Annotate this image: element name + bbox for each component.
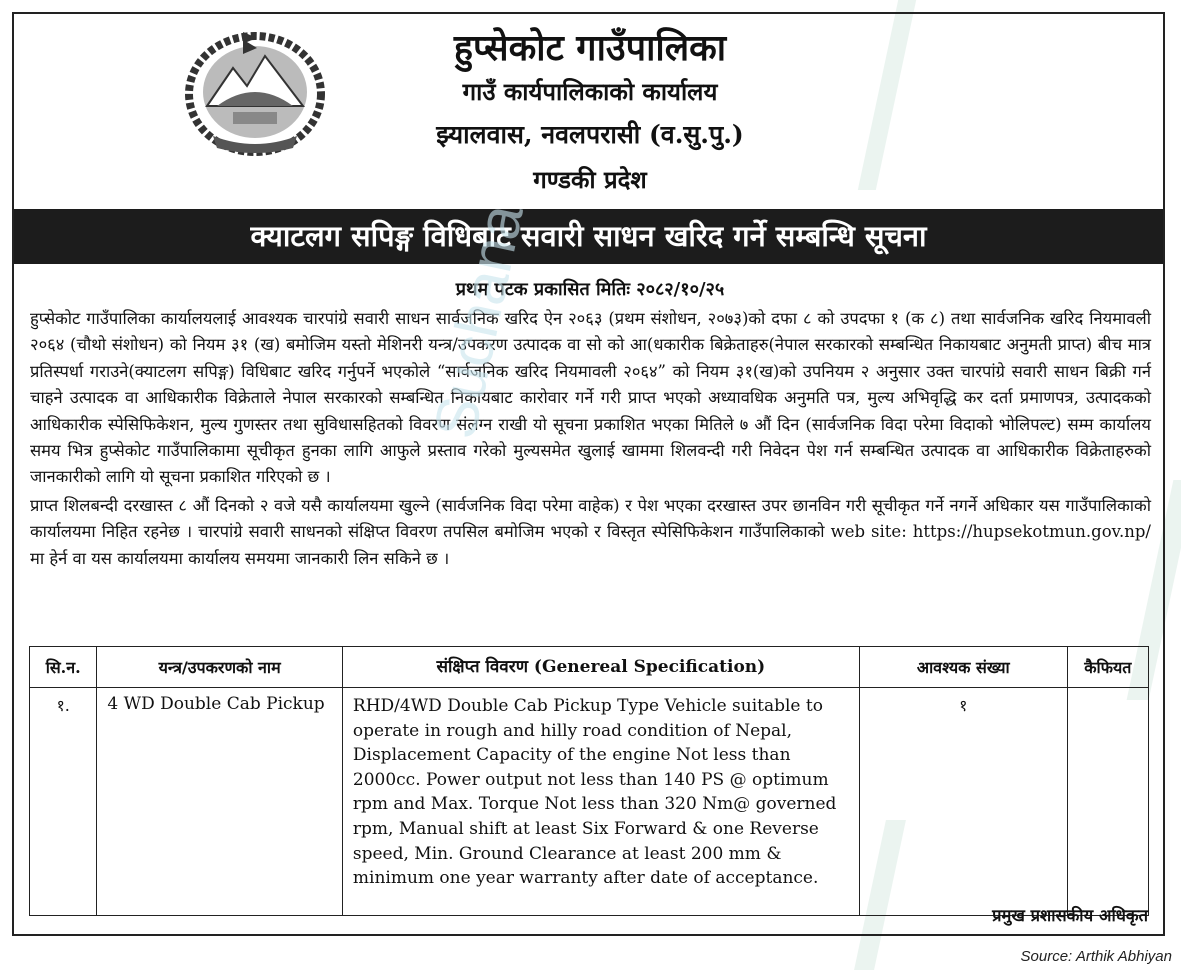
row-remarks [1067,688,1148,916]
table-header-row [30,647,1149,688]
municipality-name: हुप्सेकोट गाउँपालिका [453,27,727,69]
row-specification: RHD/4WD Double Cab Pickup Type Vehicle suitable to operate in rough and hilly road condition of Nepal, Displacement Capacity of the engine Not less than 2000cc. Power output not less than 140 PS @ optimum rpm and Max. Torque Not less than 320 Nm@ governed rpm, Manual shift at least Six Forward & one Reverse speed, Min. Ground Clearance at least 200 mm & minimum one year warranty after date of acceptance. [342,688,859,916]
office-address: झ्यालवास, नवलपरासी (व.सु.पु.) [436,120,744,149]
header-remarks: कैफियत [1067,647,1148,688]
table-row [30,688,1149,916]
row-quantity: १ [859,688,1067,916]
row-sn: १. [30,688,97,916]
watermark: Suchana [420,198,536,445]
header-sn: सि.न. [30,647,97,688]
notice-paragraph-2: प्राप्त शिलबन्दी दरखास्त ८ औं दिनको २ वजे यसै कार्यालयमा खुल्ने (सार्वजनिक विदा परेमा वाहेक) र पेश भएका दरखास्त उपर छानविन गरी सूचीकृत गर्ने नगर्ने अधिकार यस गाउँपालिकाको कार्यालयमा निहित रहनेछ । चारपांग्रे सवारी साधनको संक्षिप्त विवरण तपसिल बमोजिम भएको र विस्तृत स्पेसिफिकेशन गाउँपालिकाको web site: https://hupsekotmun.gov.np/ मा हेर्न वा यस कार्यालयमा कार्यालय समयमा जानकारी लिन सकिने छ । [30,495,1151,568]
publish-date: प्रथम पटक प्रकासित मितिः २०८२/१०/२५ [455,279,725,300]
header-equipment-name: यन्त्र/उपकरणको नाम [97,647,343,688]
vehicle-spec-table [29,646,1149,916]
header-specification: संक्षिप्त विवरण (Genereal Specification) [342,647,859,688]
notice-paragraph-1: हुप्सेकोट गाउँपालिका कार्यालयलाई आवश्यक चारपांग्रे सवारी साधन सार्वजनिक खरिद ऐन २०६३ (प्रथम संशोधन, २०७३)को दफा ८ को उपदफा १ (क ८) तथा सार्वजनिक खरिद नियमावली २०६४ (चौथो संशोधन) को नियम ३१ (ख) बमोजिम यस्तो मेशिनरी यन्त्र/उपकरण उत्पादक वा सो को आ(धकारीक बिक्रेताहरु(नेपाल सरकारको सम्बन्धित निकायबाट अनुमती प्राप्त) बीच मात्र प्रतिस्पर्धा गराउने(क्याटलग सपिङ्ग) विधिबाट खरिद गर्नुपर्ने भएकोले “सार्वजनिक खरिद नियमावली २०६४” को नियम ३१(ख)को उपनियम २ अनुसार उक्त चारपांग्रे सवारी साधन बिक्री गर्न चाहने उत्पादक वा आधिकारीक विक्रेताले नेपाल सरकारको सम्बन्धित निकायबाट कारोवार गर्ने गरी प्राप्त भएको अध्यावधिक अनुमति पत्र, मुल्य अभिवृद्धि कर दर्ता प्रमाणपत्र, उत्पादकको आधिकारीक स्पेसिफिकेशन, मुल्य गुणस्तर तथा सुविधासहितको विवरण संलग्न राखी यो सूचना प्रकाशित भएका मितिले ७ औं दिन (सार्वजनिक विदा परेमा विदाको भोलिपल्ट) सम्म कार्यालय समय भित्र हुप्सेकोट गाउँपालिकामा सूचीकृत हुनका लागि आफुले प्रस्ताव गरेको मुल्यसमेत खुलाई खाममा शिलवन्दी गरी निवेदन पेश गर्न सम्बन्धित उत्पादक वा आधिकारीक विक्रेताहरुको जानकारीको लागि यो सूचना प्रकाशित गरिएको छ । [30,309,1151,487]
province-name: गण्डकी प्रदेश [533,165,647,194]
notice-title-banner: क्याटलग सपिङ्ग विधिबाट सवारी साधन खरिद गर्ने सम्बन्धि सूचना [14,209,1163,264]
office-name: गाउँ कार्यपालिकाको कार्यालय [462,77,718,106]
notice-body [30,306,1151,572]
source-credit: Source: Arthik Abhiyan [1020,948,1172,965]
row-equipment-name: 4 WD Double Cab Pickup [97,688,343,916]
header-quantity: आवश्यक संख्या [859,647,1067,688]
signatory-title: प्रमुख प्रशासकीय अधिकृत [992,906,1148,925]
nepal-emblem-icon [183,26,328,158]
